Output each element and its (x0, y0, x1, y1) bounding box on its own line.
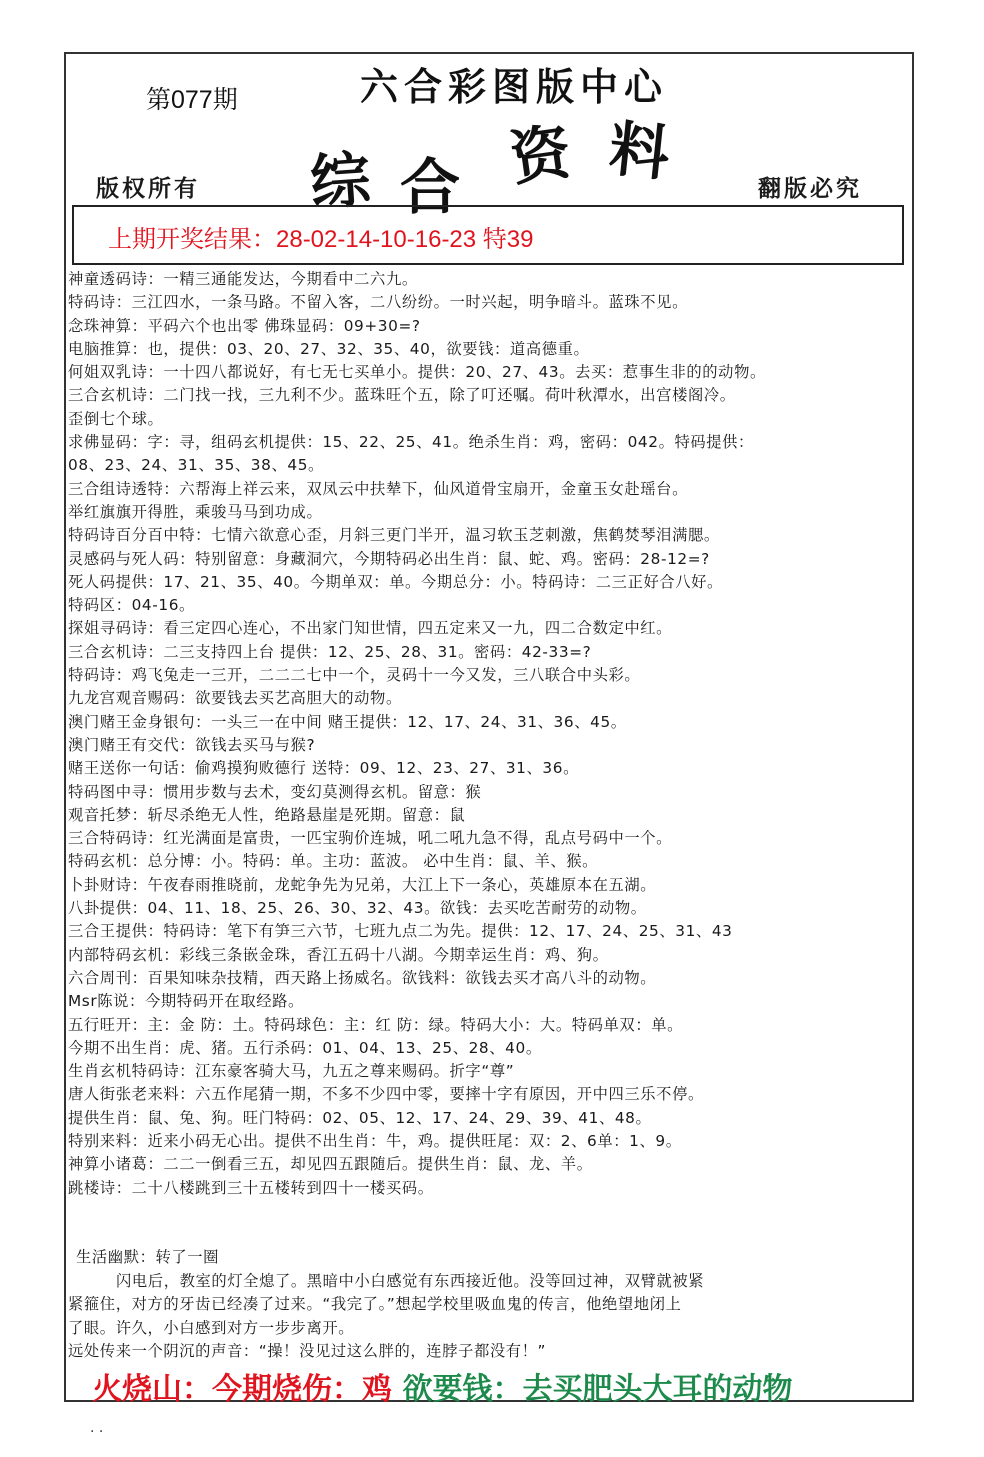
corner-dots-decoration: · · (90, 1424, 104, 1440)
info-line: 三合组诗透特：六帮海上祥云来，双凤云中扶辇下，仙风道骨宝扇开，金童玉女赴瑶台。 (68, 479, 688, 498)
info-line: 澳门赌王金身银句：一头三一在中间 赌王提供：12、17、24、31、36、45。 (68, 712, 627, 731)
info-line: 求佛显码：字：寻，组码玄机提供：15、22、25、41。绝杀生肖：鸡，密码：042。特码提供： (68, 433, 754, 452)
info-line: 今期不出生肖：虎、猪。五行杀码：01、04、13、25、28、40。 (68, 1038, 542, 1057)
footer-money-text: 欲要钱：去买肥头大耳的动物 (402, 1372, 793, 1407)
story-paragraph: 闪电后，教室的灯全熄了。黑暗中小白感觉有东西接近他。没等回过神，双臂就被紧 (116, 1271, 705, 1290)
info-line: 何姐双乳诗：一十四八都说好，有七无七买单小。提供：20、27、43。去买：惹事生非的的动物。 (68, 363, 766, 382)
story-paragraph: 了眼。许久，小白感到对方一步步离开。 (68, 1318, 355, 1337)
info-line: 特码玄机：总分博：小。特码：单。主功：蓝波。 必中生肖：鼠、羊、猴。 (68, 852, 599, 871)
info-line: 八卦提供：04、11、18、25、26、30、32、43。欲钱：去买吃苦耐劳的动物。 (68, 899, 647, 918)
story-heading: 生活幽默：转了一圈 (76, 1248, 220, 1266)
story-paragraph: 紧箍住，对方的牙齿已经凑了过来。“我完了。”想起学校里吸血鬼的传言，他绝望地闭上 (68, 1295, 682, 1313)
footer-banner (92, 1364, 792, 1408)
last-result-text: 上期开奖结果：28-02-14-10-16-23 特39 (108, 226, 534, 253)
big-title (300, 104, 720, 223)
info-line: 三合玄机诗：二三支持四上台 提供：12、25、28、31。密码：42-33=? (68, 642, 592, 661)
last-result-box (72, 205, 904, 265)
copyright-right: 翻版必究 (758, 175, 862, 202)
footer-burn-text: 火烧山：今期烧伤：鸡 (92, 1372, 392, 1407)
issue-number: 第077期 (146, 86, 238, 114)
info-line: 跳楼诗：二十八楼跳到三十五楼转到四十一楼买码。 (68, 1178, 434, 1197)
info-line: 死人码提供：17、21、35、40。今期单双：单。今期总分：小。特码诗：二三正好合八好。 (68, 572, 723, 591)
story-paragraph: 远处传来一个阴沉的声音：“操！没见过这么胖的，连脖子都没有！” (68, 1342, 547, 1360)
info-line: 电脑推算：也，提供：03、20、27、32、35、40，欲要钱：道高德重。 (68, 339, 590, 358)
copyright-left: 版权所有 (96, 175, 200, 202)
info-line: 特码诗百分百中特：七情六欲意心歪，月斜三更门半开，温习软玉芝刺激，焦鹤焚琴泪满腮。 (68, 526, 720, 545)
humor-story (68, 1246, 912, 1364)
big-title-char-1: 综 (307, 144, 373, 219)
info-line: 念珠神算：平码六个也出零 佛珠显码：09+30=? (68, 316, 421, 335)
info-line: 澳门赌王有交代：欲钱去买马与猴? (68, 735, 316, 754)
info-line: 歪倒七个球。 (68, 409, 164, 428)
info-line: 特码诗：鸡飞兔走一三开，二二二七中一个，灵码十一今又发，三八联合中头彩。 (68, 666, 641, 685)
info-line: 特别来料：近来小码无心出。提供不出生肖：牛，鸡。提供旺尾：双：2、6单：1、9。 (68, 1131, 682, 1150)
info-line: 探姐寻码诗：看三定四心连心，不出家门知世情，四五定来又一九，四二合数定中红。 (68, 619, 673, 638)
info-line: 特码图中寻：惯用步数与去术，变幻莫测得玄机。留意：猴 (68, 782, 482, 801)
info-line: 唐人街张老来料：六五作尾猜一期，不多不少四中零，要摔十字有原因，开中四三乐不停。 (68, 1085, 704, 1104)
info-line: 六合周刊：百果知味杂技精，西天路上扬威名。欲钱料：欲钱去买才高八斗的动物。 (68, 968, 657, 987)
info-line: 卜卦财诗：午夜春雨推晓前，龙蛇争先为兄弟，大江上下一条心，英雄原本在五湖。 (68, 875, 657, 894)
info-line: 08、23、24、31、35、38、45。 (68, 456, 324, 475)
info-line: 赌王送你一句话：偷鸡摸狗败德行 送特：09、12、23、27、31、36。 (68, 759, 579, 778)
info-line: 五行旺开：主：金 防：土。特码球色：主：红 防：绿。特码大小：大。特码单双：单。 (68, 1015, 684, 1034)
info-line: 三合王提供：特码诗：笔下有笋三六节，七班九点二为先。提供：12、17、24、25、31、43 (68, 922, 733, 941)
info-line: 神算小诸葛：二二一倒看三五，却见四五跟随后。提供生肖：鼠、龙、羊。 (68, 1155, 593, 1174)
info-line: 九龙宫观音赐码：欲要钱去买艺高胆大的动物。 (68, 689, 402, 708)
info-lines (68, 268, 912, 1200)
info-line: 神童透码诗：一精三通能发达，今期看中二六九。 (68, 270, 418, 288)
info-line: 提供生肖：鼠、兔、狗。旺门特码：02、05、12、17、24、29、39、41、48。 (68, 1108, 652, 1127)
big-title-char-2: 合 (400, 153, 460, 223)
big-title-char-4: 料 (605, 114, 673, 190)
info-line: 灵感码与死人码：特别留意：身藏洞穴，今期特码必出生肖：鼠、蛇、鸡。密码：28-12=? (68, 549, 710, 568)
info-line: 观音托梦：斩尽杀绝无人性，绝路悬崖是死期。留意：鼠 (68, 805, 466, 824)
big-title-char-3: 资 (506, 117, 576, 195)
info-line: 特码区：04-16。 (68, 596, 195, 615)
info-line: Msr陈说：今期特码开在取经路。 (68, 992, 304, 1011)
info-line: 内部特码玄机：彩线三条嵌金珠，香江五码十八湖。今期幸运生肖：鸡、狗。 (68, 945, 609, 964)
info-line: 举红旗旗开得胜，乘骏马马到功成。 (68, 502, 323, 521)
info-line: 生肖玄机特码诗：江东豪客骑大马，九五之尊来赐码。折字“尊” (68, 1062, 515, 1081)
info-line: 特码诗：三江四水，一条马路。不留入客，二八纷纷。一时兴起，明争暗斗。蓝珠不见。 (68, 293, 688, 312)
info-line: 三合特码诗：红光满面是富贵，一匹宝驹价连城，吼二吼九急不得，乱点号码中一个。 (68, 829, 673, 848)
info-line: 三合玄机诗：二门找一找，三九利不少。蓝珠旺个五，除了叮还嘱。荷叶秋潭水，出宫楼阁冷。 (68, 386, 736, 405)
center-title: 六合彩图版中心 (360, 64, 669, 109)
